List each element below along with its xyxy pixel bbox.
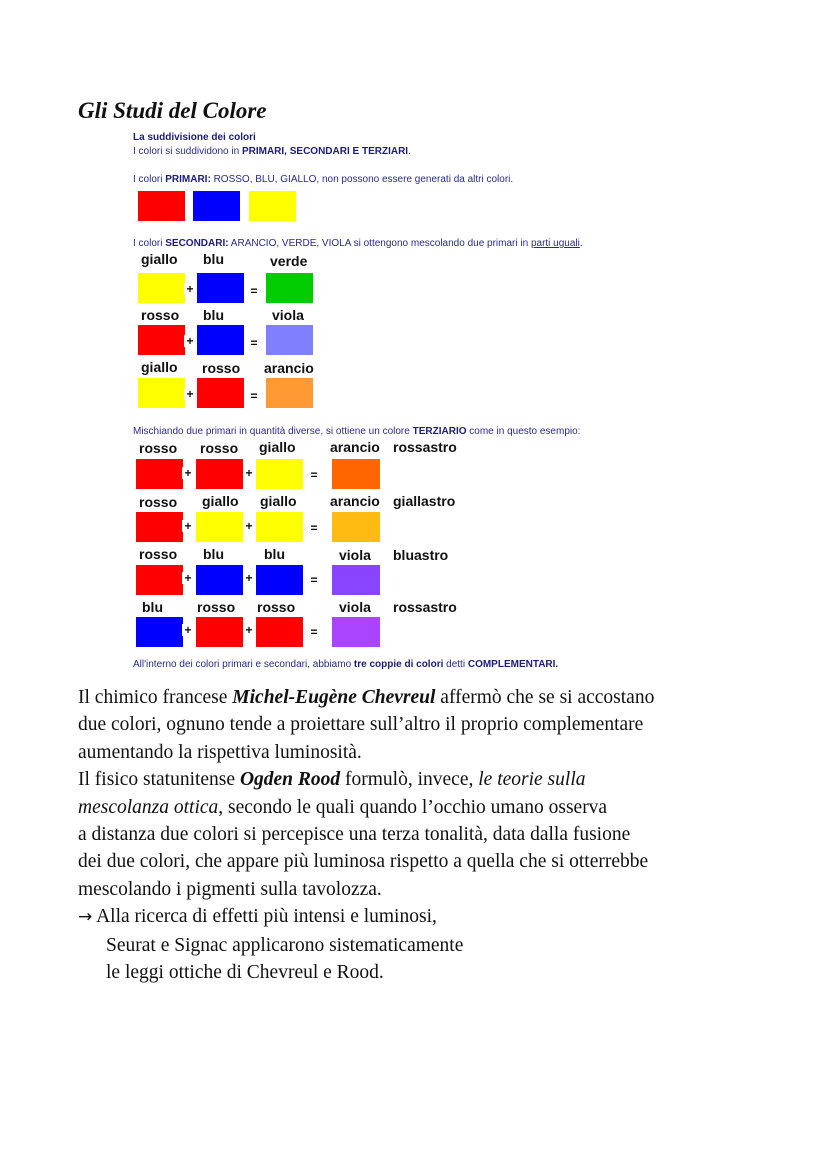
tertiary-row-4-swatch-2 (196, 617, 243, 647)
tertiary-row-4-swatch-3 (256, 617, 303, 647)
paragraph-2-line-1 (78, 766, 778, 793)
tertiary-row-2-result (332, 512, 380, 542)
equals-sign: = (308, 626, 320, 638)
secondary-row-2-result (266, 325, 313, 355)
secondari-line (133, 238, 583, 249)
complementari-pre: All'interno dei colori primari e secondari, abbiamo (133, 659, 354, 670)
text-fragment: affermò che se si accostano (435, 687, 655, 708)
secondary-row-3-label-3: arancio (264, 360, 314, 376)
primari-line (133, 174, 513, 185)
secondary-row-1-result (266, 273, 313, 303)
paragraph-2-line-5: mescolando i pigmenti sulla tavolozza. (78, 878, 382, 900)
text-fragment: Il chimico francese (78, 687, 233, 708)
secondari-bold: SECONDARI: (165, 238, 229, 249)
conclusion-line-3: le leggi ottiche di Chevreul e Rood. (106, 962, 384, 984)
tertiary-row-2-swatch-2 (196, 512, 243, 542)
secondari-pre: I colori (133, 238, 166, 249)
plus-sign: + (182, 572, 194, 584)
primari-bold: PRIMARI: (165, 174, 211, 185)
tertiary-row-3-swatch-3 (256, 565, 303, 595)
plus-sign: + (243, 624, 255, 636)
equals-sign: = (308, 574, 320, 586)
text-fragment-italic: mescolanza ottica (78, 796, 219, 818)
tertiary-row-2-label-2: giallo (202, 493, 239, 509)
intro-line (133, 146, 411, 157)
secondary-row-2-swatch-1 (138, 325, 185, 355)
tertiary-row-2-swatch-1 (136, 512, 183, 542)
secondary-row-2-label-2: blu (203, 307, 224, 323)
plus-sign: + (182, 520, 194, 532)
secondari-underlined: parti uguali (530, 238, 580, 249)
tertiary-row-3-result-b: bluastro (393, 547, 449, 563)
paragraph-2-line-3: a distanza due colori si percepisce una terza tonalità, data dalla fusione (78, 824, 631, 846)
arrow-icon: → (78, 907, 93, 928)
tertiary-row-1-swatch-1 (136, 459, 183, 489)
body-text (78, 684, 778, 986)
conclusion-line-2: Seurat e Signac applicarono sistematicamente (106, 934, 464, 956)
secondari-end: . (579, 238, 583, 249)
tertiary-row-3-swatch-2 (196, 565, 243, 595)
tertiary-row-3-label-2: blu (203, 546, 224, 562)
primari-pre: I colori (133, 174, 166, 185)
tertiary-row-1-label-1: rosso (139, 440, 178, 456)
tertiary-row-1-result-b: rossastro (393, 439, 457, 455)
paragraph-2-line-2 (78, 794, 778, 821)
plus-sign: + (243, 572, 255, 584)
swatch-primary-blu (193, 191, 240, 221)
plus-sign: + (184, 283, 196, 295)
secondari-post: ARANCIO, VERDE, VIOLA si ottengono mescolando due primari in (228, 238, 531, 249)
equals-sign: = (248, 285, 260, 297)
secondary-row-2-label-3: viola (272, 307, 304, 323)
plus-sign: + (182, 624, 194, 636)
secondary-row-3-swatch-1 (138, 378, 185, 408)
plus-sign: + (243, 520, 255, 532)
swatch-primary-giallo (249, 191, 296, 221)
plus-sign: + (184, 388, 196, 400)
tertiary-row-1-label-2: rosso (200, 440, 239, 456)
conclusion-line-1 (78, 903, 778, 931)
plus-sign: + (184, 335, 196, 347)
complementari-bold-2: COMPLEMENTARI. (467, 659, 559, 670)
complementari-bold: tre coppie di colori (353, 659, 444, 670)
tertiary-row-2-label-3: giallo (260, 493, 297, 509)
tertiary-row-1-result (332, 459, 380, 489)
text-fragment: Il fisico statunitense (78, 769, 240, 791)
tertiary-row-3-result-a: viola (339, 547, 371, 563)
primari-post: ROSSO, BLU, GIALLO, non possono essere generati da altri colori. (210, 174, 514, 185)
tertiary-row-2-swatch-3 (256, 512, 303, 542)
tertiary-row-3-label-3: blu (264, 546, 285, 562)
secondary-row-1-swatch-2 (197, 273, 244, 303)
tertiary-row-3-result (332, 565, 380, 595)
tertiary-row-2-result-a: arancio (330, 493, 380, 509)
tertiary-row-4-result-b: rossastro (393, 599, 457, 615)
equals-sign: = (308, 522, 320, 534)
text-fragment-italic: le teorie sulla (478, 769, 586, 791)
terziari-line (133, 426, 580, 437)
paragraph-1-line-3: aumentando la rispettiva luminosità. (78, 741, 362, 763)
section-heading-text: La suddivisione dei colori (133, 132, 256, 143)
section-heading (133, 132, 256, 143)
equals-sign: = (248, 337, 260, 349)
secondary-row-1-label-1: giallo (141, 251, 178, 267)
plus-sign: + (182, 467, 194, 479)
tertiary-row-3-swatch-1 (136, 565, 183, 595)
equals-sign: = (248, 390, 260, 402)
text-fragment: formulò, invece, (340, 769, 479, 791)
text-fragment: , secondo le quali quando l’occhio umano osserva (218, 796, 608, 818)
secondary-row-1-label-3: verde (270, 253, 308, 269)
rood-name: Ogden Rood (239, 769, 341, 791)
secondary-row-2-label-1: rosso (141, 307, 180, 323)
plus-sign: + (243, 467, 255, 479)
terziari-pre: Mischiando due primari in quantità diverse, si ottiene un colore (133, 426, 413, 437)
terziari-bold: TERZIARIO (412, 426, 467, 437)
swatch-primary-rosso (138, 191, 185, 221)
secondary-row-3-label-1: giallo (141, 359, 178, 375)
chevreul-name: Michel-Eugène Chevreul (232, 687, 436, 708)
tertiary-row-2-label-1: rosso (139, 494, 178, 510)
secondary-row-2-swatch-2 (197, 325, 244, 355)
tertiary-row-2-result-b: giallastro (393, 493, 456, 509)
tertiary-row-1-result-a: arancio (330, 439, 380, 455)
terziari-post: come in questo esempio: (466, 426, 581, 437)
intro-pre: I colori si suddividono in (133, 146, 242, 157)
text-fragment: Alla ricerca di effetti più intensi e luminosi, (96, 906, 437, 928)
tertiary-row-4-result (332, 617, 380, 647)
equals-sign: = (308, 469, 320, 481)
secondary-row-1-label-2: blu (203, 251, 224, 267)
tertiary-row-4-swatch-1 (136, 617, 183, 647)
paragraph-2-line-4: dei due colori, che appare più luminosa rispetto a quella che si otterrebbe (78, 851, 649, 873)
intro-post: . (408, 146, 411, 157)
tertiary-row-4-label-3: rosso (257, 599, 296, 615)
page-title: Gli Studi del Colore (78, 98, 267, 123)
tertiary-row-4-label-2: rosso (197, 599, 236, 615)
tertiary-row-4-label-1: blu (142, 599, 163, 615)
tertiary-row-4-result-a: viola (339, 599, 371, 615)
secondary-row-3-swatch-2 (197, 378, 244, 408)
complementari-line (133, 659, 558, 670)
secondary-row-3-result (266, 378, 313, 408)
secondary-row-3-label-2: rosso (202, 360, 241, 376)
tertiary-row-1-label-3: giallo (259, 439, 296, 455)
intro-bold: PRIMARI, SECONDARI E TERZIARI (241, 146, 409, 157)
complementari-mid: detti (443, 659, 468, 670)
tertiary-row-1-swatch-2 (196, 459, 243, 489)
tertiary-row-1-swatch-3 (256, 459, 303, 489)
paragraph-1-line-1 (78, 684, 778, 711)
secondary-row-1-swatch-1 (138, 273, 185, 303)
paragraph-1-line-2: due colori, ognuno tende a proiettare sull’altro il proprio complementare (78, 714, 644, 736)
tertiary-row-3-label-1: rosso (139, 546, 178, 562)
